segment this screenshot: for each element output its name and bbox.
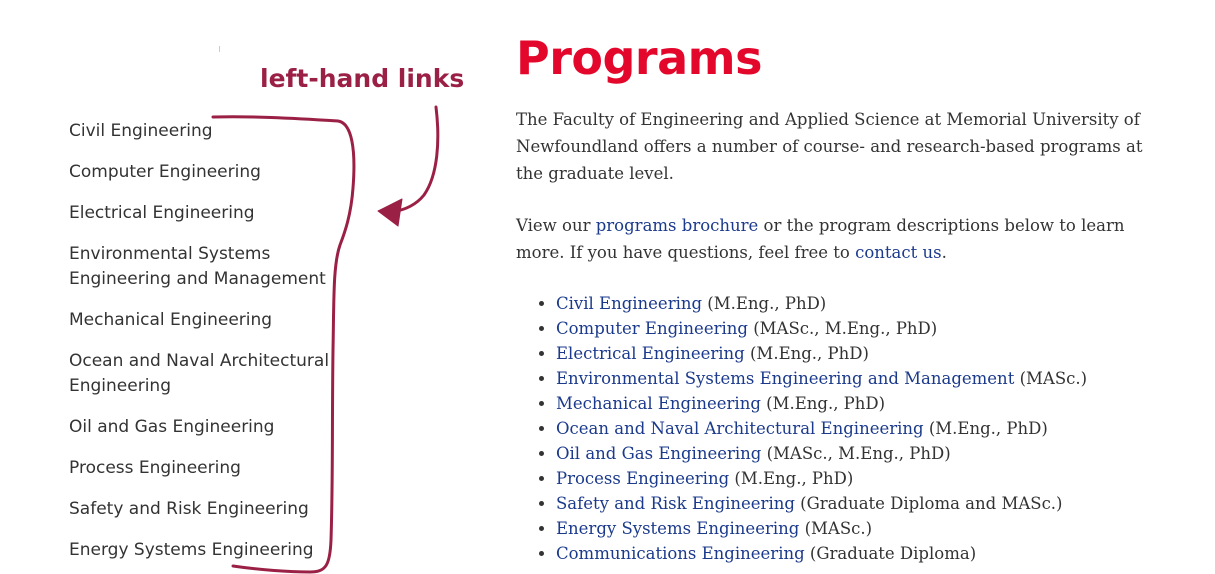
sidebar-item-label: Energy Systems Engineering [69, 540, 314, 560]
program-degrees: (MASc., M.Eng., PhD) [761, 444, 951, 463]
program-degrees: (MASc., M.Eng., PhD) [747, 319, 938, 338]
sidebar-item-label: Safety and Risk Engineering [69, 499, 309, 519]
list-item [556, 291, 1196, 316]
program-degrees: (MASc.) [1014, 369, 1088, 388]
list-item [556, 466, 1196, 491]
list-item [556, 491, 1196, 516]
program-link-ocean-naval[interactable]: Ocean and Naval Architectural Engineering [556, 419, 924, 438]
list-item [556, 391, 1196, 416]
main-content [516, 30, 1196, 566]
program-link-oil-gas[interactable]: Oil and Gas Engineering [556, 444, 762, 463]
list-item [556, 441, 1196, 466]
sidebar-item-label: Electrical Engineering [69, 203, 255, 223]
program-degrees: (M.Eng., PhD) [744, 344, 869, 363]
program-link-process[interactable]: Process Engineering [556, 469, 730, 488]
program-degrees: (Graduate Diploma) [804, 544, 977, 563]
programs-list [516, 291, 1196, 566]
list-item [556, 516, 1196, 541]
list-item [556, 316, 1196, 341]
program-degrees: (M.Eng., PhD) [729, 469, 854, 488]
view-paragraph [516, 212, 1176, 266]
program-link-energy-systems[interactable]: Energy Systems Engineering [556, 519, 800, 538]
intro-paragraph: The Faculty of Engineering and Applied Science at Memorial University of Newfoundland offers a number of course- and research-based programs at the graduate level. [516, 110, 1143, 183]
contact-us-link[interactable]: contact us [855, 243, 942, 262]
page-title: Programs [516, 31, 762, 85]
sidebar-item-label: Mechanical Engineering [69, 310, 273, 330]
list-item [556, 416, 1196, 441]
sidebar-item-label: Process Engineering [69, 458, 241, 478]
sidebar-item-label-line-2: Engineering and Management [69, 269, 326, 289]
program-degrees: (MASc.) [799, 519, 873, 538]
list-item [556, 541, 1196, 566]
program-link-environmental[interactable]: Environmental Systems Engineering and Management [556, 369, 1015, 388]
sidebar-item-label-line-1: Ocean and Naval Architectural [69, 351, 330, 371]
annotation-label: left-hand links [260, 64, 465, 93]
program-link-civil[interactable]: Civil Engineering [556, 294, 703, 313]
program-link-computer[interactable]: Computer Engineering [556, 319, 748, 338]
view-prefix-text: View our [516, 216, 596, 235]
programs-brochure-link[interactable]: programs brochure [595, 216, 759, 235]
sidebar-item-label-line-1: Environmental Systems [69, 244, 271, 264]
sidebar-item-label-line-2: Engineering [69, 376, 171, 396]
program-link-safety-risk[interactable]: Safety and Risk Engineering [556, 494, 795, 513]
program-link-electrical[interactable]: Electrical Engineering [556, 344, 745, 363]
view-suffix-text: . [941, 243, 947, 262]
program-degrees: (M.Eng., PhD) [702, 294, 827, 313]
program-degrees: (Graduate Diploma and MASc.) [794, 494, 1063, 513]
sidebar-item-label: Civil Engineering [69, 121, 213, 141]
program-link-communications[interactable]: Communications Engineering [556, 544, 805, 563]
sidebar-item-label: Oil and Gas Engineering [69, 417, 275, 437]
view-middle-text: or the program descriptions below to learn more. If you have questions, feel free to [516, 216, 1125, 262]
list-item [556, 366, 1196, 391]
program-degrees: (M.Eng., PhD) [760, 394, 886, 413]
program-link-mechanical[interactable]: Mechanical Engineering [556, 394, 761, 413]
sidebar-item-label: Computer Engineering [69, 162, 261, 182]
list-item [556, 341, 1196, 366]
program-degrees: (M.Eng., PhD) [923, 419, 1048, 438]
